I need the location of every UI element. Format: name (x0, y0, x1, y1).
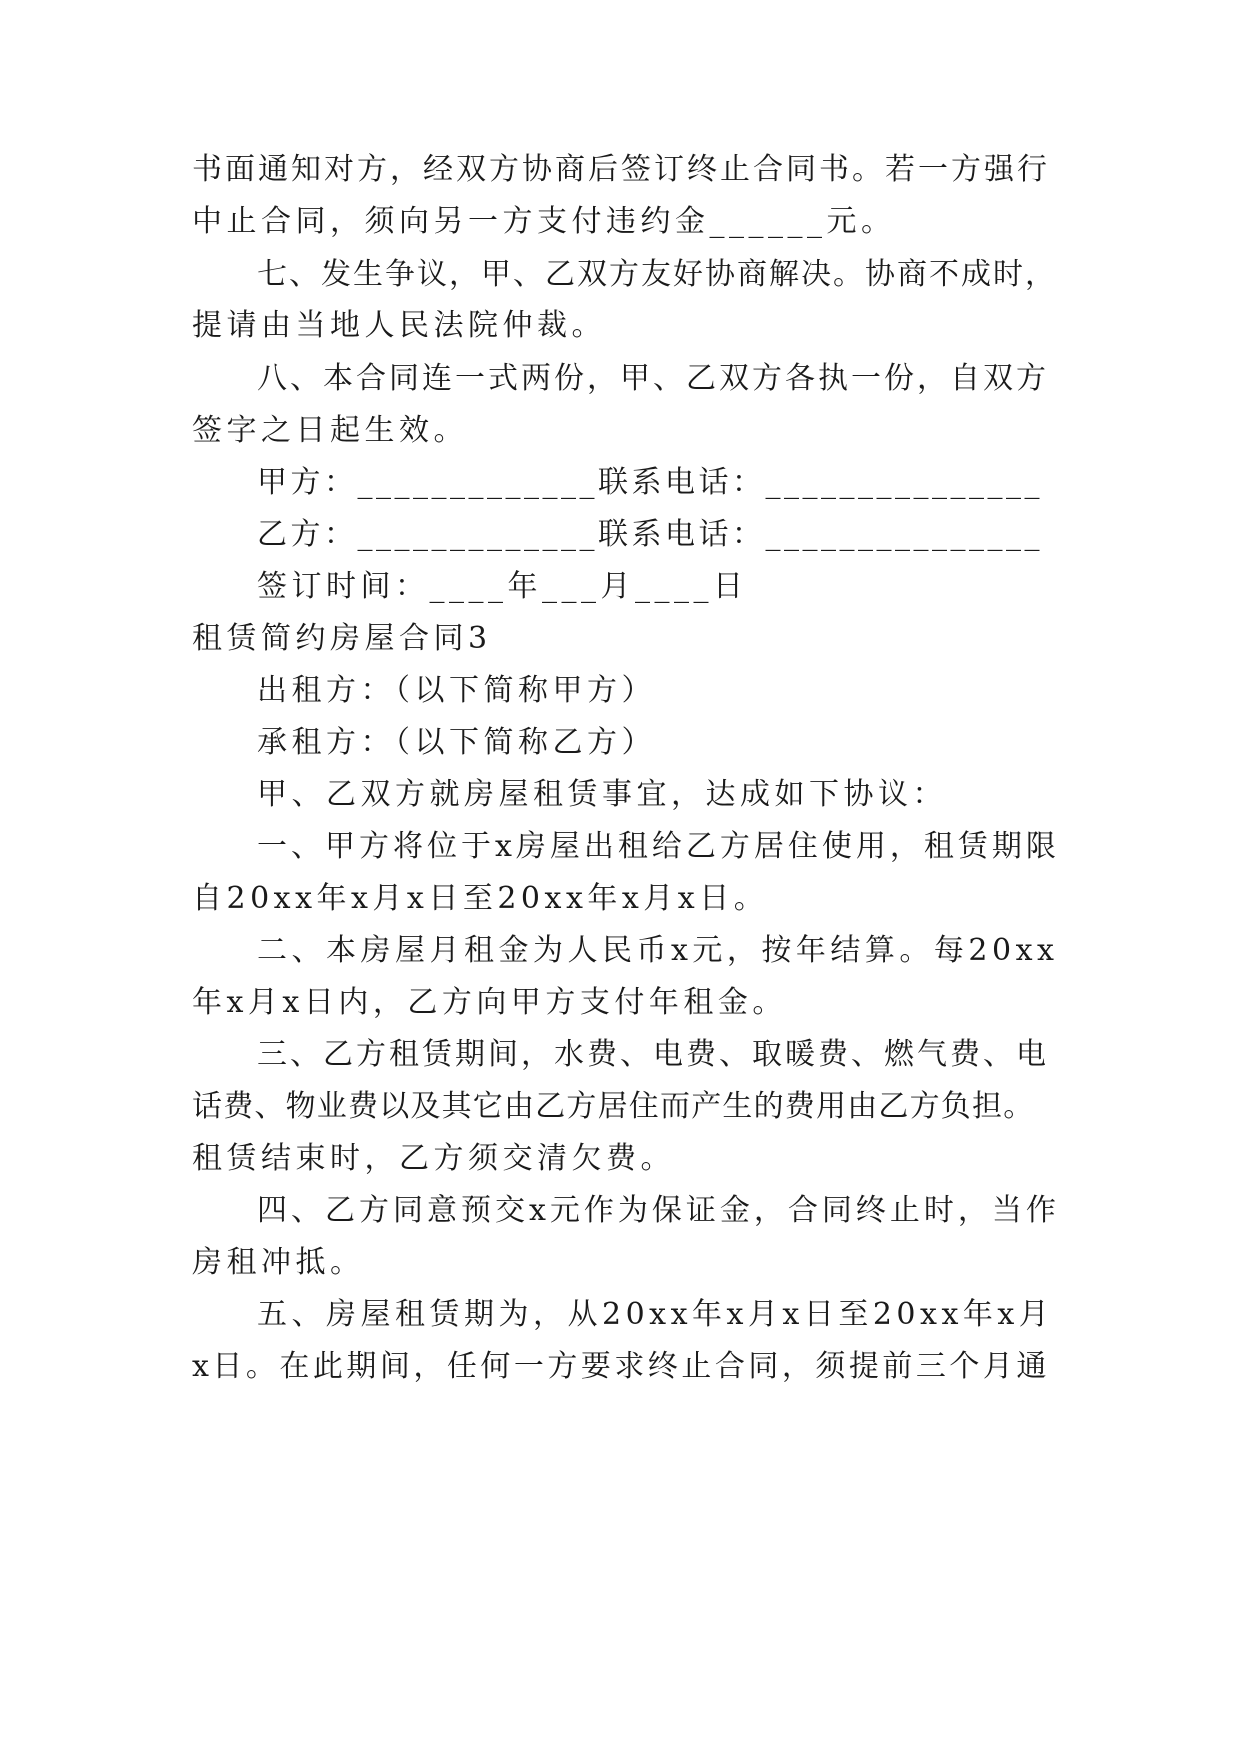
agreement-intro: 甲、乙双方就房屋租赁事宜，达成如下协议： (257, 777, 947, 812)
party-b-signature-line: 乙方：_____________联系电话：_______________ (257, 517, 1043, 552)
clause-four: 四、乙方同意预交x元作为保证金，合同终止时，当作 (257, 1193, 1060, 1228)
clause-eight: 八、本合同连一式两份，甲、乙双方各执一份，自双方 (257, 361, 1049, 396)
signing-date-line: 签订时间：____年___月____日 (257, 569, 748, 604)
section-title: 租赁简约房屋合同3 (192, 621, 492, 656)
clause-one: 一、甲方将位于x房屋出租给乙方居住使用，租赁期限 (257, 829, 1060, 864)
paragraph-line: 房租冲抵。 (192, 1245, 365, 1280)
paragraph-line: 年x月x日内，乙方向甲方支付年租金。 (192, 985, 787, 1020)
paragraph-line: 提请由当地人民法院仲裁。 (192, 308, 606, 343)
clause-five: 五、房屋租赁期为，从20xx年x月x日至20xx年x月 (257, 1297, 1054, 1332)
clause-two: 二、本房屋月租金为人民币x元，按年结算。每20xx (257, 933, 1059, 968)
paragraph-line: 中止合同，须向另一方支付违约金______元。 (192, 204, 896, 239)
paragraph-line: 书面通知对方，经双方协商后签订终止合同书。若一方强行 (192, 152, 1050, 187)
clause-seven: 七、发生争议，甲、乙双方友好协商解决。协商不成时， (257, 257, 1057, 292)
clause-three: 三、乙方租赁期间，水费、电费、取暖费、燃气费、电 (257, 1037, 1049, 1072)
paragraph-line: 租赁结束时，乙方须交清欠费。 (192, 1141, 675, 1176)
paragraph-line: x日。在此期间，任何一方要求终止合同，须提前三个月通 (192, 1349, 1050, 1384)
paragraph-line: 话费、物业费以及其它由乙方居住而产生的费用由乙方负担。 (192, 1089, 1035, 1124)
paragraph-line: 签字之日起生效。 (192, 413, 468, 448)
party-a-signature-line: 甲方：_____________联系电话：_______________ (257, 465, 1043, 500)
lessor-line: 出租方：（以下简称甲方） (257, 673, 656, 708)
lessee-line: 承租方：（以下简称乙方） (257, 725, 656, 760)
paragraph-line: 自20xx年x月x日至20xx年x月x日。 (192, 881, 769, 916)
